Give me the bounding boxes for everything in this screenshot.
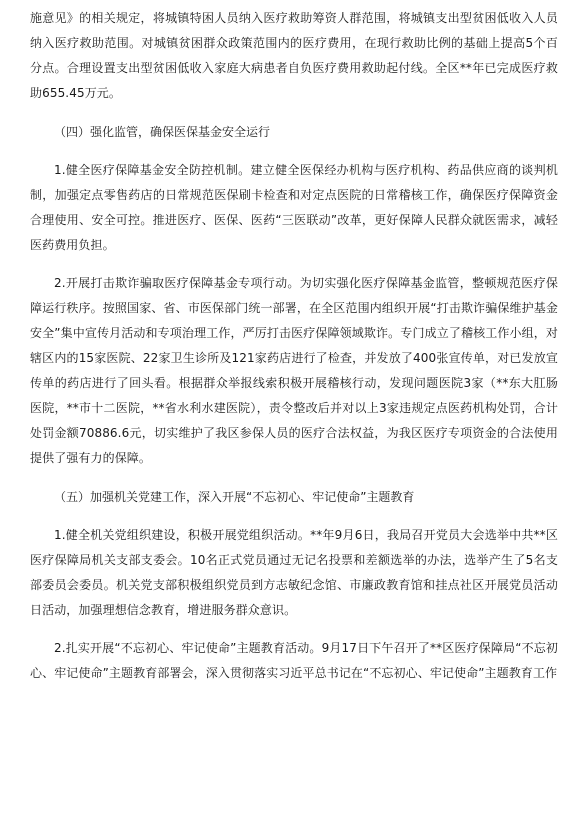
paragraph-medical-aid: 施意见》的相关规定，将城镇特困人员纳入医疗救助筹资人群范围，将城镇支出型贫困低收入人员纳入医疗救助范围。对城镇贫困群众政策范围内的医疗费用，在现行救助比例的基础上提高5个百分点。合理设置支出型贫困低收入家庭大病患者自负医疗费用救助起付线。全区**年已完成医疗救助655.45万元。 (30, 11, 558, 100)
paragraph-fund-security: 1.健全医疗保障基金安全防控机制。建立健全医保经办机构与医疗机构、药品供应商的谈判机制，加强定点零售药店的日常规范医保刷卡检查和对定点医院的日常稽核工作，确保医疗保障资金合理使用、安全可控。推进医疗、医保、医药“三医联动”改革，更好保障人民群众就医需求，减轻医药费用负担。 (30, 163, 558, 252)
paragraph-party-organization: 1.健全机关党组织建设，积极开展党组织活动。**年9月6日，我局召开党员大会选举中共**区医疗保障局机关支部支委会。10名正式党员通过无记名投票和差额选举的办法，选举产生了5名支部委员会委员。机关党支部积极组织党员到方志敏纪念馆、市廉政教育馆和挂点社区开展党员活动日活动，加强理想信念教育，增进服务群众意识。 (30, 528, 558, 617)
section-heading-party-building: （五）加强机关党建工作，深入开展“不忘初心、牢记使命”主题教育 (54, 490, 415, 504)
paragraph-anti-fraud: 2.开展打击欺诈骗取医疗保障基金专项行动。为切实强化医疗保障基金监管，整顿规范医疗保障运行秩序。按照国家、省、市医保部门统一部署，在全区范围内组织开展“打击欺诈骗保维护基金安全”集中宣传月活动和专项治理工作，严厉打击医疗保障领域欺诈。专门成立了稽核工作小组，对辖区内的15家医院、22家卫生诊所及121家药店进行了检查，并发放了400张宣传单，对已发放宣传单的药店进行了回头看。根据群众举报线索积极开展稽核行动，发现问题医院3家（**东大肛肠医院，**市十二医院，**省水利水建医院），责令整改后并对以上3家违规定点医药机构处罚，合计处罚金额70886.6元，切实维护了我区参保人员的医疗合法权益，为我区医疗专项资金的合法使用提供了强有力的保障。 (30, 276, 558, 465)
paragraph-theme-education: 2.扎实开展“不忘初心、牢记使命”主题教育活动。9月17日下午召开了**区医疗保障局“不忘初心、牢记使命”主题教育部署会，深入贯彻落实习近平总书记在“不忘初心、牢记使命”主题教育工作 (30, 641, 558, 680)
section-heading-supervision: （四）强化监管，确保医保基金安全运行 (54, 125, 271, 139)
